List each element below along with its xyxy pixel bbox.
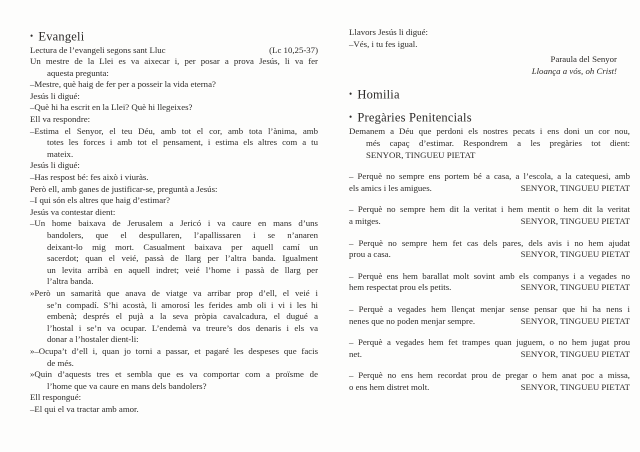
gospel-line: –I qui són els altres que haig d’estimar? <box>30 195 170 206</box>
gospel-line: embenà; després el pujà a la seva pròpia cavalcadura, el dugué a <box>47 311 318 322</box>
gospel-line: –Estima el Senyor, el teu Déu, amb tot el cor, amb tota l’ànima, amb <box>30 125 318 136</box>
gospel-paragraph <box>30 91 318 103</box>
petition-response: SENYOR, TINGUEU PIETAT <box>520 381 630 392</box>
dialogue-paragraph <box>349 39 630 51</box>
dialogue-line: Llavors Jesús li digué: <box>349 27 428 37</box>
petition-item <box>349 304 630 327</box>
evangeli-heading <box>30 28 318 45</box>
petition-response: SENYOR, TINGUEU PIETAT <box>520 348 630 359</box>
gospel-paragraph <box>30 392 318 404</box>
gospel-line: –Mestre, què haig de fer per a posseir la vida eterna? <box>30 79 216 90</box>
petition-response: SENYOR, TINGUEU PIETAT <box>520 215 630 226</box>
right-page <box>349 27 630 393</box>
gospel-paragraphs <box>30 56 318 415</box>
gospel-line: Ell va respondre: <box>30 114 91 125</box>
petition-line: a mitges. <box>349 215 381 226</box>
gospel-line: se’n compadí. S’hi acostà, li amorosí les ferides amb oli i vi i les hi <box>47 299 318 310</box>
lecture-reference: (Lc 10,25-37) <box>269 44 318 55</box>
petition-response: SENYOR, TINGUEU PIETAT <box>520 249 630 260</box>
gospel-paragraph <box>30 195 318 207</box>
gospel-line: totes les forces i amb tot el pensament, i estima els altres com a tu <box>47 137 318 148</box>
petition-response: SENYOR, TINGUEU PIETAT <box>520 315 630 326</box>
gospel-paragraph <box>30 207 318 219</box>
closing-dialogue <box>349 27 630 50</box>
pregaries-heading <box>349 109 630 126</box>
dialogue-line: –Vés, i tu fes igual. <box>349 38 418 49</box>
petition-response-row <box>349 316 630 328</box>
gospel-paragraph <box>30 288 318 346</box>
gospel-line: Ell respongué: <box>30 392 82 403</box>
petition-response-row <box>349 183 630 195</box>
gospel-line: »Però un samarità que anava de viatge va arribar prop d’ell, el veié i <box>30 287 318 298</box>
gospel-line: »Quin d’aquests tres et sembla que es va comportar com a proïsme de <box>30 369 318 380</box>
lecture-line <box>30 45 318 57</box>
petition-item <box>349 204 630 227</box>
gospel-paragraph <box>30 56 318 79</box>
gospel-paragraph <box>30 102 318 114</box>
gospel-line: de més. <box>47 357 74 368</box>
lecture-title: Lectura de l’evangeli segons sant Lluc <box>30 44 166 55</box>
gospel-line: deixant-lo mig mort. Casualment baixava per aquell camí un <box>47 241 318 252</box>
petition-line: – Perquè a vegades hem fet trampes quan juguem, o no hem jugat prou <box>349 337 630 348</box>
gospel-line: bandolers, que el despullaren, l’apallissaren i se n’anaren <box>47 230 318 240</box>
gospel-paragraph <box>30 114 318 126</box>
petition-line: – Perquè no sempre hem fet cas dels pares, dels avis i no hem ajudat <box>349 237 630 248</box>
gospel-line: Però ell, amb ganes de justificar-se, preguntà a Jesús: <box>30 183 218 194</box>
gospel-paragraph <box>30 346 318 369</box>
petition-response-row <box>349 349 630 361</box>
petition-line: – Perquè no ens hem recordat prou de pregar o hem anat poc a missa, <box>349 370 630 381</box>
gospel-line: l’hostal i se’n va ocupar. L’endemà va treure’s dos denaris i els va <box>47 322 318 333</box>
petition-item <box>349 337 630 360</box>
petition-item <box>349 271 630 294</box>
gospel-paragraph <box>30 172 318 184</box>
gospel-paragraph <box>30 184 318 196</box>
acclamation-response: Lloança a vós, oh Crist! <box>531 65 617 76</box>
acclamation-versicle: Paraula del Senyor <box>550 54 617 65</box>
petition-item <box>349 238 630 261</box>
petition-item <box>349 370 630 393</box>
petition-line: nenes que no poden menjar sempre. <box>349 315 476 326</box>
petitions-list <box>349 171 630 393</box>
gospel-paragraph <box>30 160 318 172</box>
gospel-line: sacerdot; quan el veié, passà de llarg per l’altra banda. Igualment <box>47 253 318 264</box>
petition-line: net. <box>349 348 362 359</box>
petition-line: prou a casa. <box>349 249 391 260</box>
dialogue-paragraph <box>349 27 630 39</box>
petition-response-row <box>349 282 630 294</box>
gospel-paragraph <box>30 369 318 392</box>
evangeli-heading-label: Evangeli <box>38 29 85 44</box>
acclamation <box>349 54 630 77</box>
gospel-line: Jesús va contestar dient: <box>30 206 116 217</box>
petition-response: SENYOR, TINGUEU PIETAT <box>520 282 630 293</box>
gospel-line: –Un home baixava de Jerusalem a Jericó i va caure en mans d’uns <box>30 218 318 229</box>
petition-line: – Perquè a vegades hem llençat menjar sense pensar que hi ha nens i <box>349 303 630 314</box>
homilia-heading <box>349 86 630 103</box>
gospel-paragraph <box>30 404 318 416</box>
pregaries-heading-label: Pregàries Penitencials <box>357 110 472 125</box>
gospel-line: Jesús li digué: <box>30 160 80 171</box>
bullet-icon: • <box>349 111 353 122</box>
intro-line: Demanem a Déu que perdoni els nostres pecats i ens doni un cor nou, <box>349 126 630 137</box>
intro-line: SENYOR, TINGUEU PIETAT <box>366 149 476 160</box>
left-page <box>30 28 318 416</box>
gospel-line: aquesta pregunta: <box>47 67 109 78</box>
gospel-line: Jesús li digué: <box>30 90 80 101</box>
gospel-paragraph <box>30 218 318 288</box>
petition-line: – Perquè no sempre hem dit la veritat i hem mentit o hem dit la veritat <box>349 204 630 215</box>
gospel-line: donar a l’hostaler dient-li: <box>47 334 139 345</box>
petition-line: els amics i les amigues. <box>349 182 432 193</box>
gospel-line: –El qui el va tractar amb amor. <box>30 403 139 414</box>
petition-response-row <box>349 216 630 228</box>
gospel-line: un levita arribà en aquell indret; veié l’home i passà de llarg per <box>47 264 318 275</box>
gospel-line: –Has respost bé: fes això i viuràs. <box>30 172 149 183</box>
intro-line: més capaç d’estimar. Respondrem a les pregàries tot dient: <box>366 137 630 148</box>
petition-response-row <box>349 382 630 394</box>
gospel-line: Un mestre de la Llei es va aixecar i, per posar a prova Jesús, li va fer <box>30 56 318 67</box>
homilia-heading-label: Homilia <box>357 87 400 102</box>
gospel-line: l’home que va caure en mans dels bandolers? <box>47 380 207 391</box>
petition-line: o ens hem distret molt. <box>349 381 430 392</box>
gospel-paragraph <box>30 126 318 161</box>
petition-response-row <box>349 249 630 261</box>
pregaries-intro <box>349 126 630 161</box>
petition-response: SENYOR, TINGUEU PIETAT <box>520 182 630 193</box>
petition-item <box>349 171 630 194</box>
gospel-line: –Què hi ha escrit en la Llei? Què hi llegeixes? <box>30 102 193 113</box>
petition-line: – Perquè ens hem barallat molt sovint amb els companys i a vegades no <box>349 270 630 281</box>
gospel-line: mateix. <box>47 148 74 159</box>
petition-line: – Perquè no sempre ens portem bé a casa, a l’escola, a la catequesi, amb <box>349 171 630 182</box>
bullet-icon: • <box>30 31 34 41</box>
gospel-line: l’altra banda. <box>47 276 94 287</box>
gospel-paragraph <box>30 79 318 91</box>
gospel-line: »–Ocupa’t d’ell i, quan jo torni a passar, et pagaré les despeses que facis <box>30 345 318 356</box>
petition-line: hem respectat prou els petits. <box>349 282 452 293</box>
bullet-icon: • <box>349 89 353 100</box>
